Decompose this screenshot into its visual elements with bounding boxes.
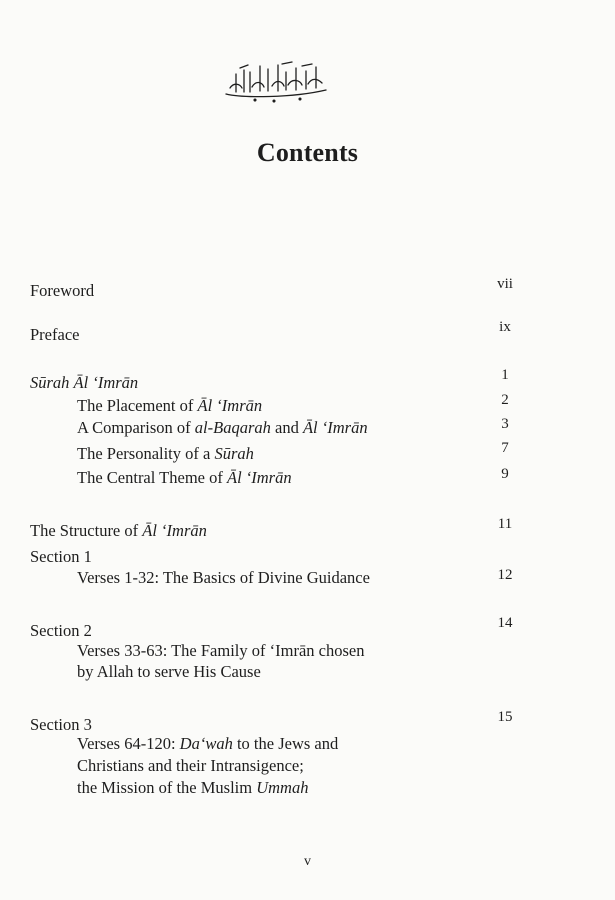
toc-entry-text: Verses 64-120:: [77, 734, 180, 753]
toc-entry-text: al-Baqarah: [194, 418, 271, 437]
toc-entry-text: Section 3: [30, 715, 92, 734]
toc-page-number: ix: [499, 319, 511, 335]
toc-page-number: 15: [497, 709, 513, 725]
toc-entry-text: Da‘wah: [179, 734, 233, 753]
toc-entry-text: Foreword: [30, 281, 95, 300]
toc-entry: [30, 281, 94, 301]
toc-entry-text: Āl ‘Imrān: [226, 468, 292, 487]
toc-entry-text: to the Jews and: [232, 734, 339, 753]
toc-entry-text: The Structure of: [30, 521, 143, 540]
toc-entry: [30, 521, 207, 541]
toc-entry-text: A Comparison of: [77, 418, 195, 437]
toc-entry-text: The Central Theme of: [77, 468, 227, 487]
toc-entry: [30, 547, 92, 567]
toc-subentry: [77, 756, 304, 776]
toc-entry-text: Section 2: [30, 621, 92, 640]
toc-entry: [30, 715, 92, 735]
toc-subentry: [77, 641, 364, 661]
toc-entry: [30, 621, 92, 641]
toc-page-number: vii: [497, 276, 513, 292]
toc-subentry: [77, 418, 368, 438]
toc-subentry: [77, 396, 262, 416]
toc-entry-text: the Mission of the Muslim: [77, 778, 257, 797]
toc-entry: [30, 373, 138, 393]
toc-entry-text: The Placement of: [77, 396, 198, 415]
toc-entry: [30, 325, 79, 345]
toc-entry-text: Āl ‘Imrān: [142, 521, 207, 540]
toc-page-number: 1: [501, 367, 509, 383]
toc-entry-text: Preface: [30, 325, 80, 344]
toc-page-number: 2: [501, 392, 509, 408]
toc-page-number: 14: [497, 615, 513, 631]
toc-entry-text: Sūrah Āl ‘Imrān: [30, 373, 139, 392]
toc-entry-text: Section 1: [30, 547, 92, 566]
toc-page-number: 9: [501, 466, 509, 482]
toc-page-number: 11: [497, 516, 513, 532]
toc-subentry: [77, 444, 254, 464]
toc-subentry: [77, 468, 292, 488]
toc-entry-text: The Personality of a: [77, 444, 215, 463]
toc-page-number: 7: [501, 440, 509, 456]
toc-entry-text: Verses 1-32: The Basics of Divine Guidance: [77, 568, 370, 587]
toc-entry-text: and: [270, 418, 303, 437]
toc-page-number: 3: [501, 416, 509, 432]
toc-subentry: [77, 734, 338, 754]
toc-entry-text: by Allah to serve His Cause: [77, 662, 261, 681]
page-title: Contents: [256, 138, 359, 167]
toc-subentry: [77, 568, 370, 588]
toc-page-number: 12: [497, 567, 513, 583]
toc-subentry: [77, 778, 308, 798]
toc-entry-text: Verses 33-63: The Family of ‘Imrān chosen: [77, 641, 365, 660]
toc-entry-text: Āl ‘Imrān: [197, 396, 263, 415]
toc-subentry: [77, 662, 261, 682]
toc-entry-text: Christians and their Intransigence;: [77, 756, 304, 775]
toc-entry-text: Sūrah: [214, 444, 254, 463]
toc-entry-text: Āl ‘Imrān: [302, 418, 368, 437]
page-number-footer: v: [304, 854, 311, 869]
toc-entry-text: Ummah: [256, 778, 309, 797]
